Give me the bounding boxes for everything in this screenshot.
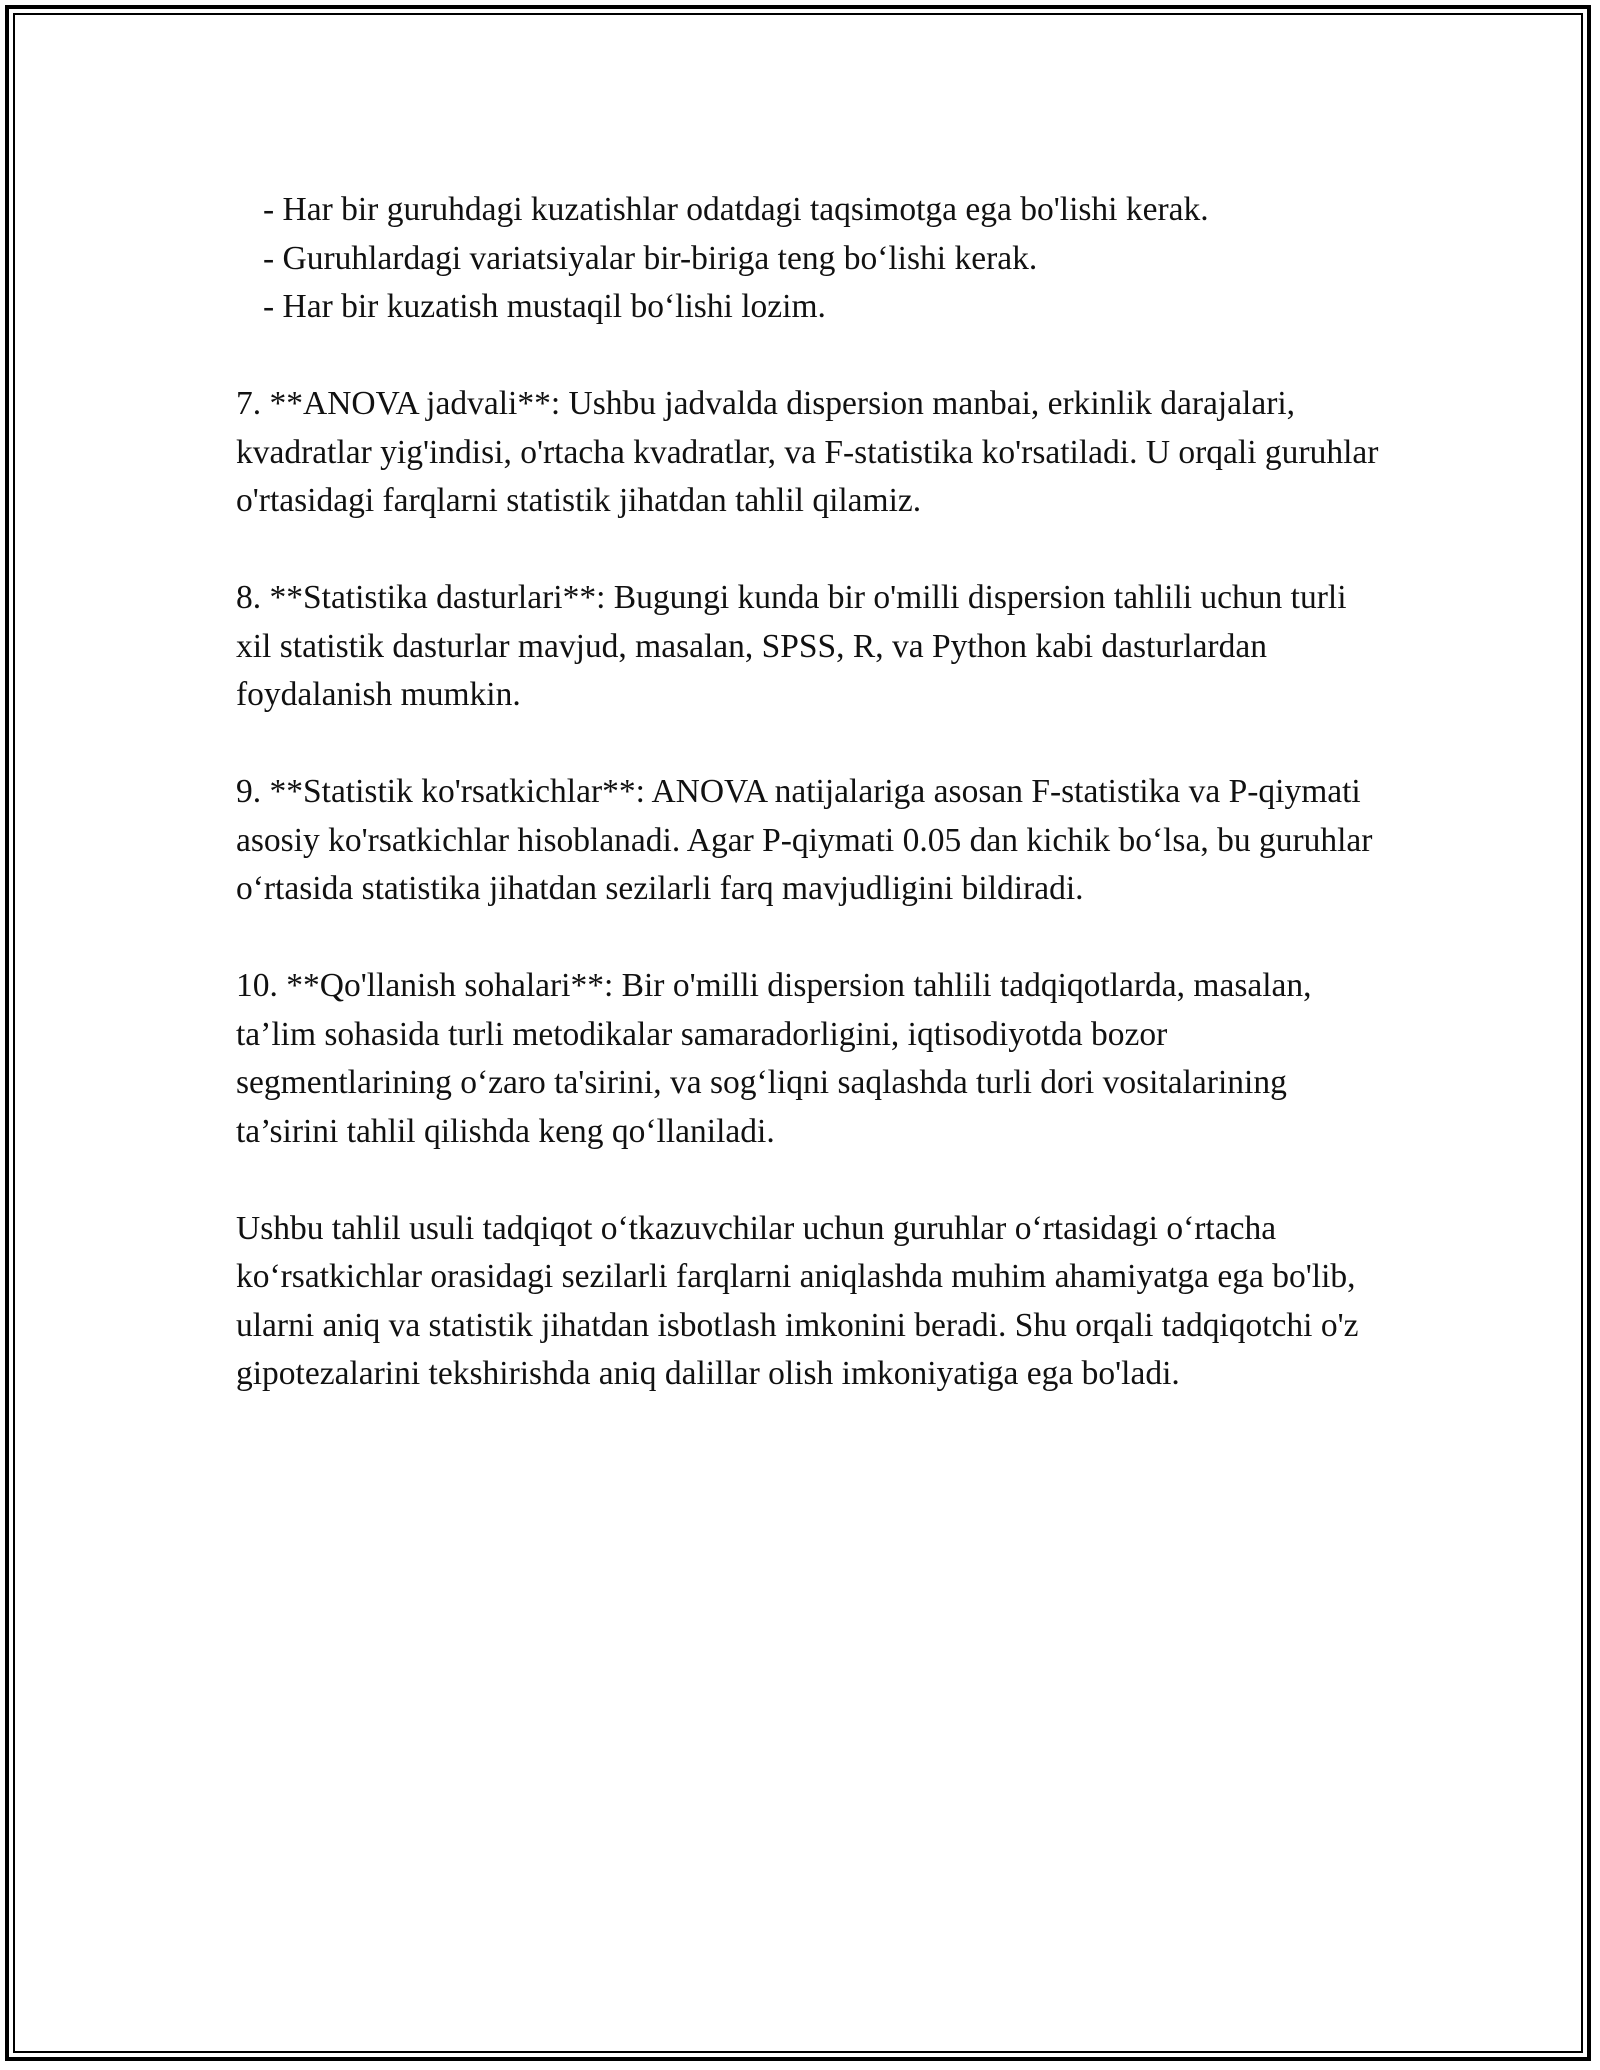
- list-item: - Guruhlardagi variatsiyalar bir-biriga teng bo‘lishi kerak.: [263, 239, 1038, 277]
- list-item: - Har bir kuzatish mustaqil bo‘lishi lozim.: [263, 288, 826, 325]
- list-item: - Har bir guruhdagi kuzatishlar odatdagi taqsimotga ega bo'lishi kerak.: [263, 191, 1209, 228]
- paragraph-anova-table: 7. **ANOVA jadvali**: Ushbu jadvalda dispersion manbai, erkinlik darajalari, kvadratlar yig'indisi, o'rtacha kvadratlar, va F-statistika ko'rsatiladi. U orqali guruhlar o'rtasidagi farqlarni statistik jihatdan tahlil qilamiz.: [236, 385, 1379, 519]
- paragraph-statistics-software: 8. **Statistika dasturlari**: Bugungi kunda bir o'milli dispersion tahlili uchun turli xil statistik dasturlar mavjud, masalan, SPSS, R, va Python kabi dasturlardan foydalanish mumkin.: [236, 579, 1347, 713]
- paragraph-statistical-indicators: 9. **Statistik ko'rsatkichlar**: ANOVA natijalariga asosan F-statistika va P-qiymati asosiy ko'rsatkichlar hisoblanadi. Agar P-qiymati 0.05 dan kichik bo‘lsa, bu guruhlar o‘rtasida statistika jihatdan sezilarli farq mavjudligini bildiradi.: [236, 773, 1373, 907]
- assumptions-list: [236, 186, 1386, 332]
- paragraph-conclusion: Ushbu tahlil usuli tadqiqot o‘tkazuvchilar uchun guruhlar o‘rtasidagi o‘rtacha ko‘rsatkichlar orasidagi sezilarli farqlarni aniqlashda muhim ahamiyatga ega bo'lib, ularni aniq va statistik jihatdan isbotlash imkonini beradi. Shu orqali tadqiqotchi o'z gipotezalarini tekshirishda aniq dalillar olish imkoniyatiga ega bo'ladi.: [236, 1209, 1359, 1392]
- document-body: [236, 186, 1386, 1447]
- paragraph-application-areas: 10. **Qo'llanish sohalari**: Bir o'milli dispersion tahlili tadqiqotlarda, masalan, ta’lim sohasida turli metodikalar samaradorligini, iqtisodiyotda bozor segmentlarining o‘zaro ta'sirini, va sog‘liqni saqlashda turli dori vositalarining ta’sirini tahlil qilishda keng qo‘llaniladi.: [236, 967, 1312, 1150]
